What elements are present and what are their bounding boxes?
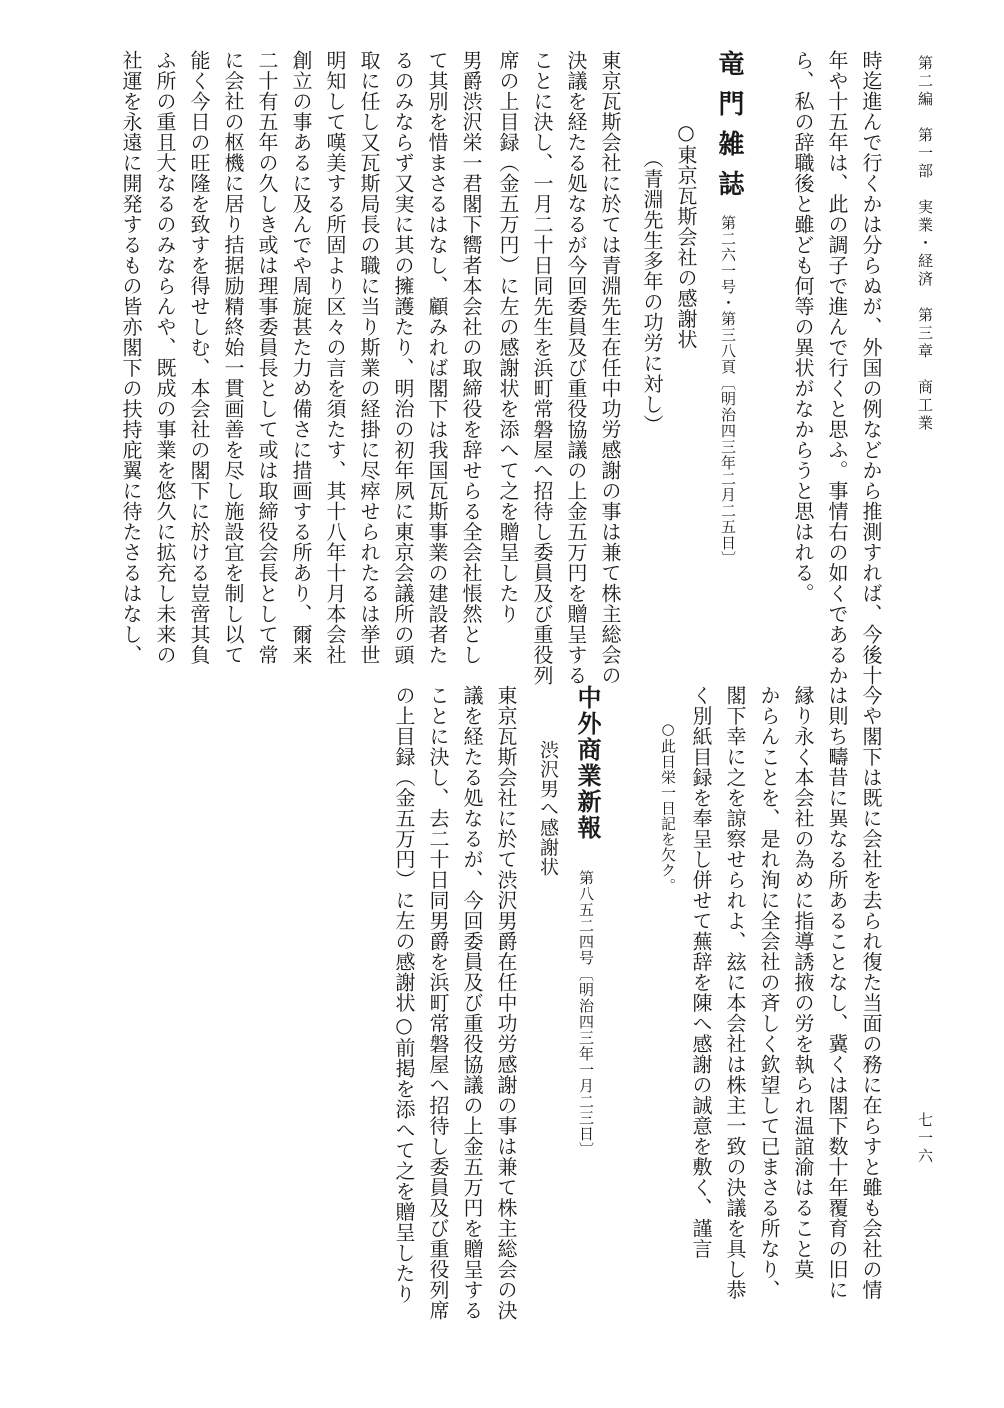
body-line-1: 東京瓦斯会社に於ては青淵先生在任中功労感謝の事は兼て株主総会の [598, 50, 622, 686]
publication-title: 竜門雑誌 [714, 50, 744, 210]
letter-line-5: 明知して嘆美する所固より区々の言を須たす、其十八年十月本会社 [323, 50, 347, 665]
body-line-2: 決議を経たる処なるが今回委員及び重役協議の上金五万円を贈呈する [564, 50, 588, 686]
letter-line-3: るのみならず又実に其の擁護たり、明治の初年夙に東京会議所の頭 [391, 50, 415, 665]
letter-cont-line-1: 今や閣下は既に会社を去られ復た当面の務に在らすと雖も会社の情 [859, 685, 883, 1300]
letter-line-4: 取に任し又瓦斯局長の職に当り斯業の経掛に尽瘁せられたるは挙世 [357, 50, 381, 665]
diary-note: ○此日栄一日記を欠ク。 [659, 720, 677, 894]
publication-title-2: 中外商業新報 [573, 685, 602, 841]
letter-line-1: 男爵渋沢栄一君閣下嚮者本会社の取締役を辞せらる全会社悵然とし [459, 50, 483, 665]
letter-cont-line-3: 縁り永く本会社の為めに指導誘掖の労を執られ温誼渝はること莫 [791, 685, 815, 1280]
letter-line-2: て其別を惜まさるはなし、顧みれば閣下は我国瓦斯事業の建設者た [425, 50, 449, 665]
letter-line-8: に会社の枢機に居り拮据励精終始一貫画善を尽し施設宜を制し以て [221, 50, 245, 665]
publication-ref-2: 第八五二四号〔明治四三年一月二三日〕 [577, 870, 595, 1158]
publication-ref: 第二六一号・第三八頁〔明治四三年二月二五日〕 [719, 215, 737, 567]
article-title-2: 渋沢男へ感謝状 [537, 740, 559, 877]
article2-line-2: 議を経たる処なるが、今回委員及び重役協議の上金五万円を贈呈する [460, 685, 484, 1321]
letter-line-11: 社運を永遠に開発するもの皆亦閣下の扶持庇翼に待たさるはなし、 [119, 50, 143, 665]
article-title: ○東京瓦斯会社の感謝状 [674, 120, 698, 350]
letter-cont-line-2: は則ち疇昔に異なる所あることなし、冀くは閣下数十年覆育の旧に [825, 685, 849, 1300]
article2-line-3: ことに決し、去二十日同男爵を浜町常磐屋へ招待し委員及び重役列席 [426, 685, 450, 1321]
letter-cont-line-5: 閣下幸に之を諒察せられよ、玆に本会社は株主一致の決議を具し恭 [723, 685, 747, 1300]
article2-line-4: の上目録（金五万円）に左の感謝状○前掲を添へて之を贈呈したり [392, 685, 416, 1304]
intro-line-2: 年や十五年は、此の調子で進んで行くと思ふ。事情右の如くであるか [825, 50, 849, 686]
body-line-3: ことに決し、一月二十日同先生を浜町常磐屋へ招待し委員及び重役列 [530, 50, 554, 686]
letter-cont-line-4: からんことを、是れ洵に全会社の斉しく欽望して已まさる所なり、 [757, 685, 781, 1300]
letter-line-6: 創立の事あるに及んでや周旋甚た力め備さに措画する所あり、爾来 [289, 50, 313, 665]
page-number: 七一六 [916, 1112, 934, 1166]
intro-line-3: ら、私の辞職後と雖ども何等の異状がなからうと思はれる。 [791, 50, 815, 604]
body-line-4: 席の上目録（金五万円）に左の感謝状を添へて之を贈呈したり [496, 50, 520, 624]
letter-line-9: 能く今日の旺隆を致すを得せしむ、本会社の閣下に於ける豈啻其負 [187, 50, 211, 665]
letter-cont-line-6: く別紙目録を奉呈し併せて蕪辞を陳へ感謝の誠意を敷く、謹言 [689, 685, 713, 1259]
article-subtitle: （青淵先生多年の功労に対し） [640, 148, 664, 435]
article2-line-1: 東京瓦斯会社に於て渋沢男爵在任中功労感謝の事は兼て株主総会の決 [494, 685, 518, 1321]
letter-line-7: 二十有五年の久しき或は理事委員長として或は取締役会長として常 [255, 50, 279, 665]
letter-line-10: ふ所の重且大なるのみならんや、既成の事業を悠久に拡充し未来の [153, 50, 177, 665]
intro-line-1: 時迄進んで行くかは分らぬが、外国の例などから推測すれば、今後十 [859, 50, 883, 686]
running-title: 第二編 第一部 実業・経済 第三章 商工業 [916, 55, 934, 433]
